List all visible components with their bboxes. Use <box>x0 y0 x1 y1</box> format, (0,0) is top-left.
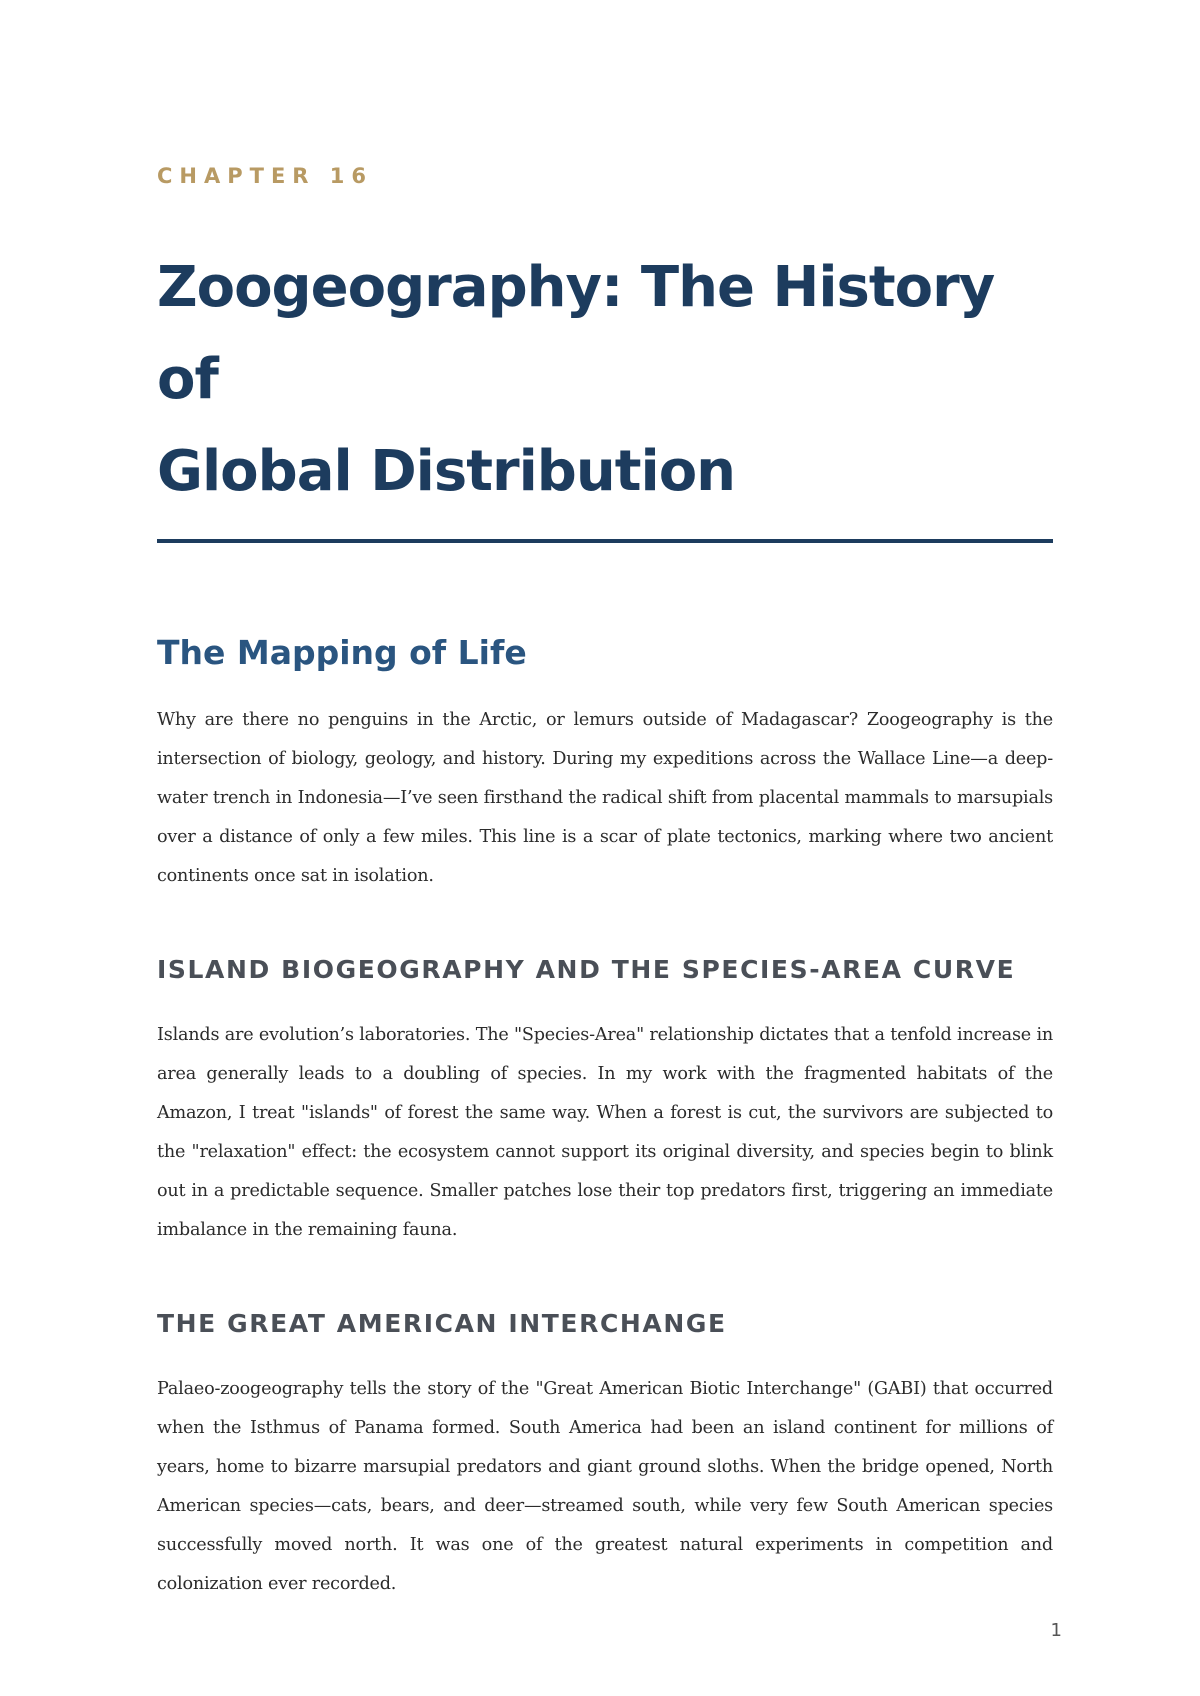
subsection-heading-great-american-interchange: THE GREAT AMERICAN INTERCHANGE <box>157 1309 727 1338</box>
paragraph-island-biogeography: Islands are evolution’s laboratories. The "Species-Area" relationship dictates that a tenfold increase in area generally leads to a doubling of species. In my work with the fragmented habitats of the Amazon, I treat "islands" of forest the same way. When a forest is cut, the survivors are subjected to the "relaxation" effect: the ecosystem cannot support its original diversity, and species begin to blink out in a predictable sequence. Smaller patches lose their top predators first, triggering an immediate imbalance in the remaining fauna. <box>157 1025 1053 1240</box>
chapter-title-line-1: Zoogeography: The History of <box>157 255 995 412</box>
chapter-label: CHAPTER 16 <box>157 164 374 188</box>
chapter-title-line-2: Global Distribution <box>157 439 736 504</box>
title-divider <box>157 539 1053 543</box>
section-heading-mapping-of-life: The Mapping of Life <box>157 633 527 672</box>
chapter-title <box>157 242 1053 518</box>
paragraph-mapping-of-life: Why are there no penguins in the Arctic, or lemurs outside of Madagascar? Zoogeography is the intersection of biology, geology, and history. During my expeditions across the Wallace Line—a deep-water trench in Indonesia—I’ve seen firsthand the radical shift from placental mammals to marsupials over a distance of only a few miles. This line is a scar of plate tectonics, marking where two ancient continents once sat in isolation. <box>157 710 1053 886</box>
page-number: 1 <box>1050 1620 1062 1641</box>
paragraph-great-american-interchange: Palaeo-zoogeography tells the story of the "Great American Biotic Interchange" (GABI) that occurred when the Isthmus of Panama formed. South America had been an island continent for millions of years, home to bizarre marsupial predators and giant ground sloths. When the bridge opened, North American species—cats, bears, and deer—streamed south, while very few South American species successfully moved north. It was one of the greatest natural experiments in competition and colonization ever recorded. <box>157 1379 1053 1594</box>
subsection-heading-island-biogeography: ISLAND BIOGEOGRAPHY AND THE SPECIES-AREA CURVE <box>157 955 1016 984</box>
page-content <box>157 158 1053 1604</box>
